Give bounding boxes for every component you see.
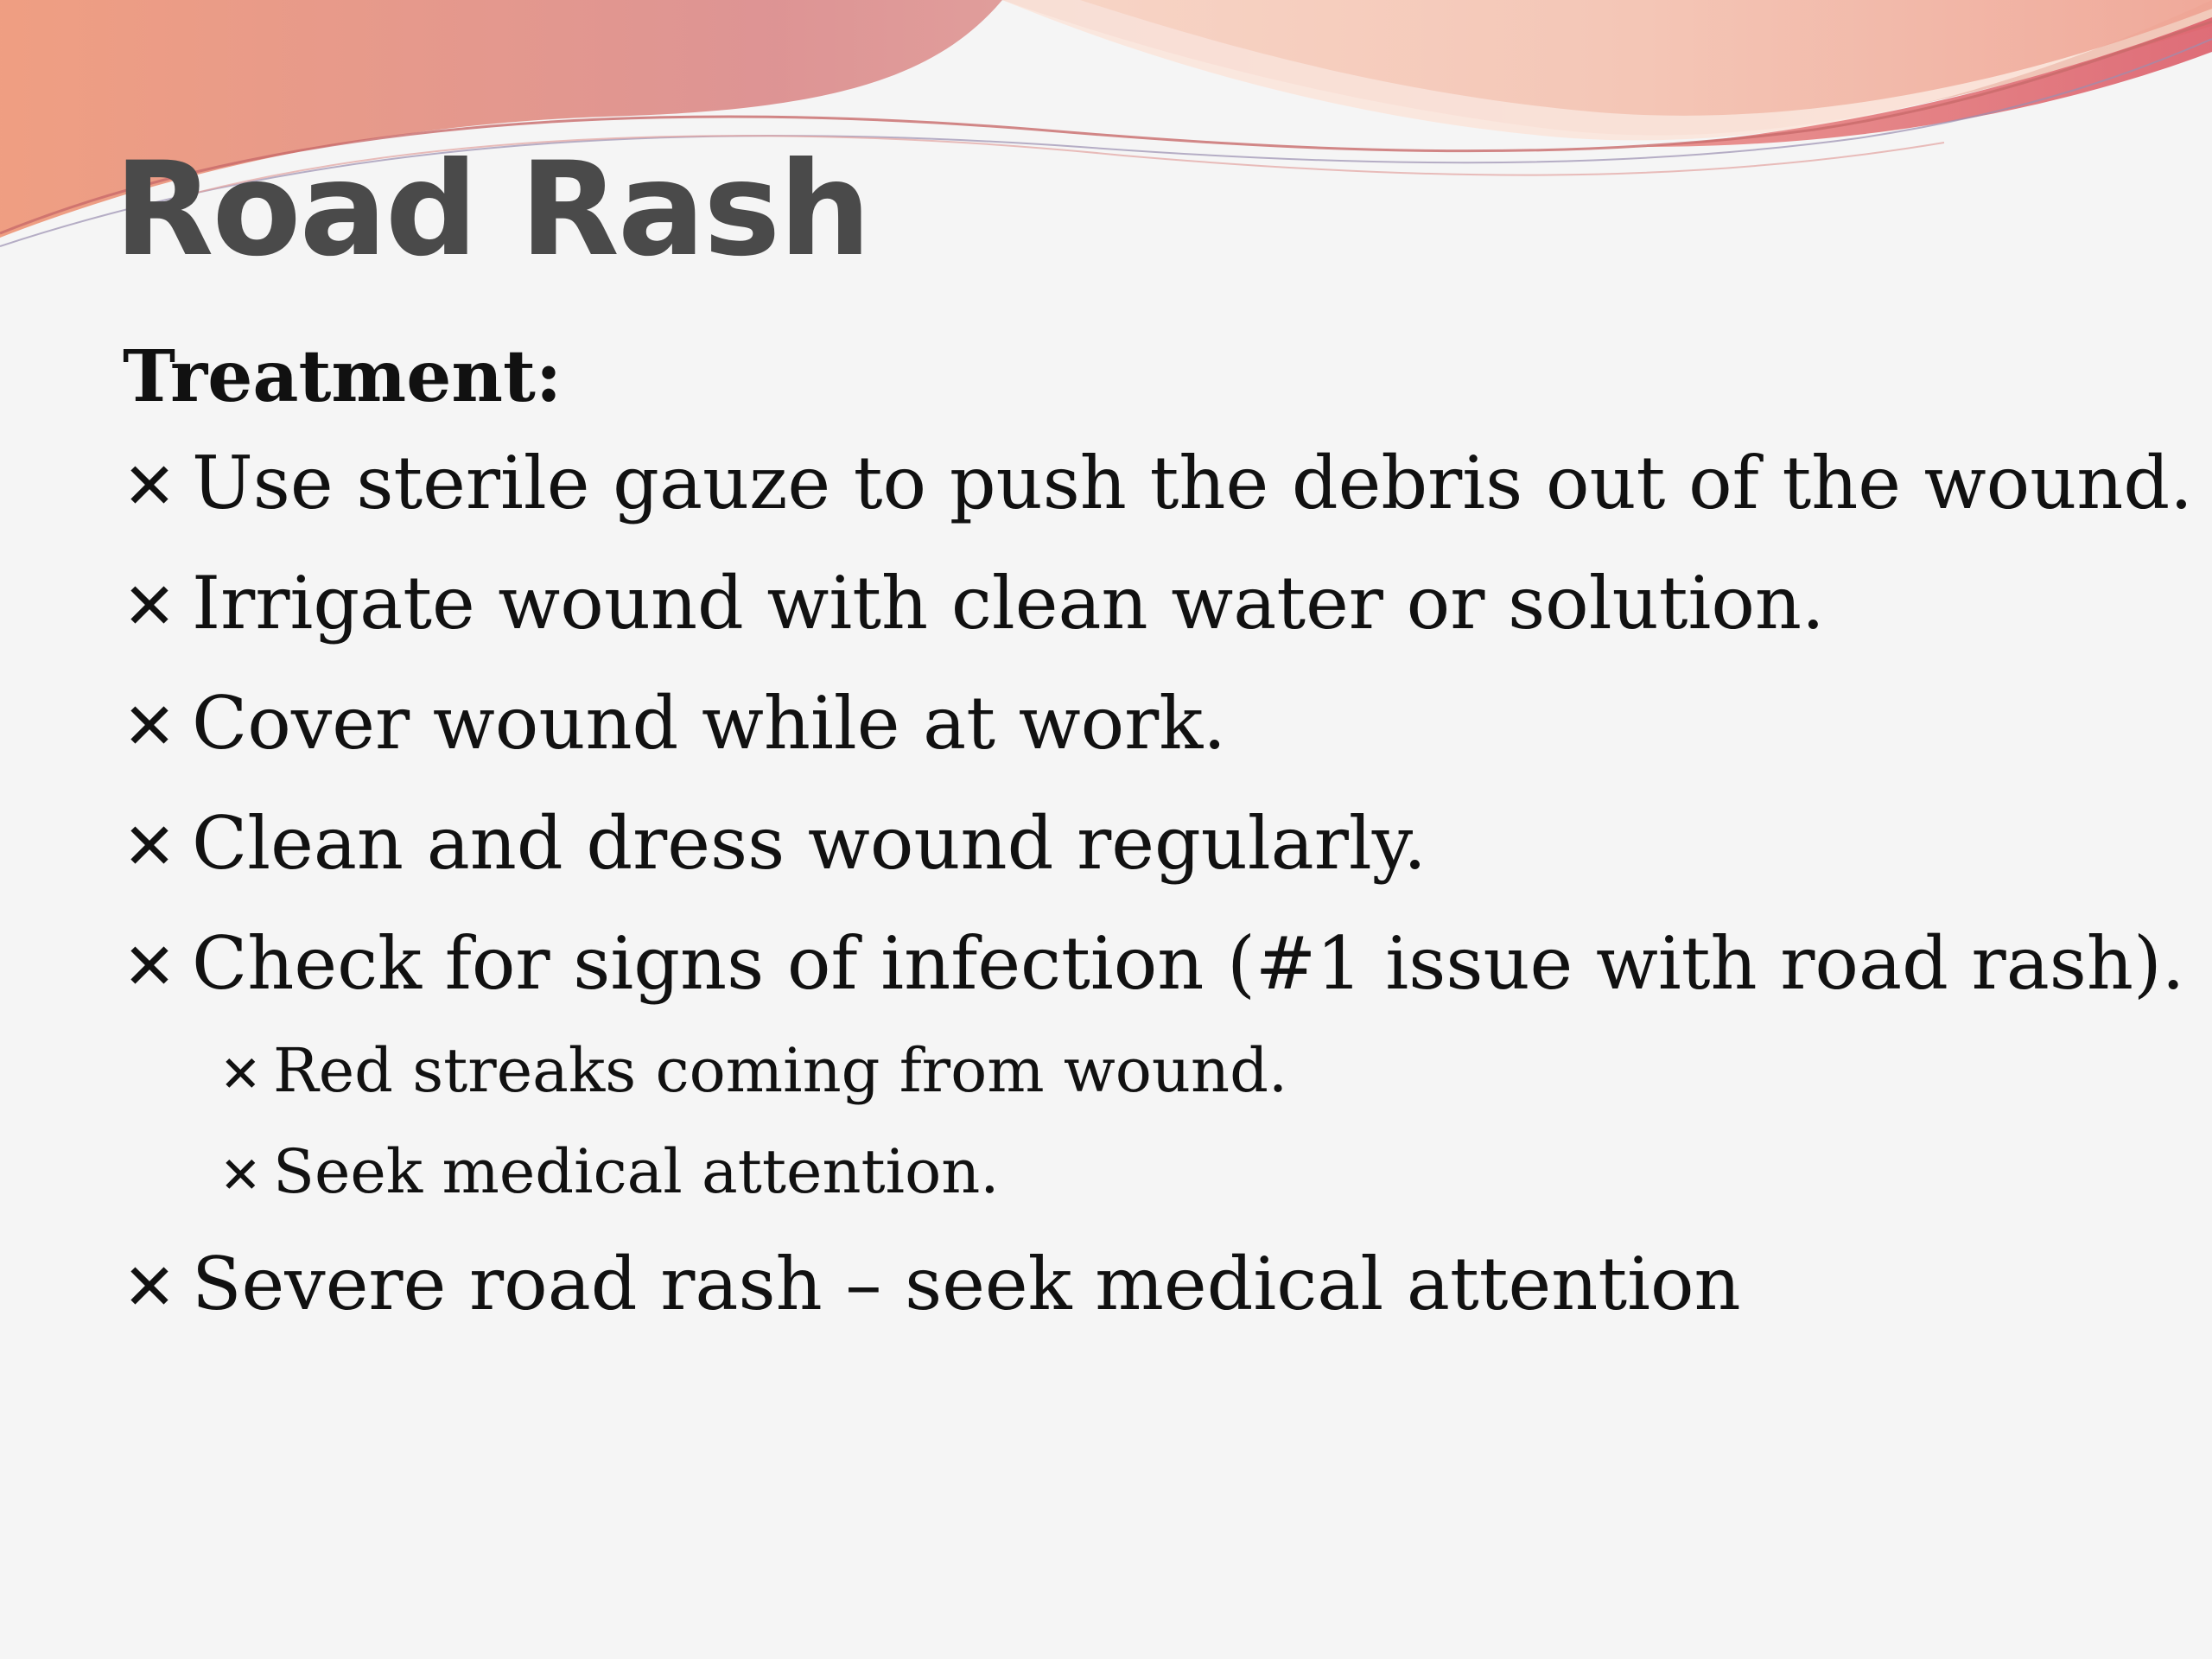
list-item — [123, 1242, 2188, 1368]
list-item-text: Use sterile gauze to push the debris out of the wound. — [192, 441, 2193, 525]
sub-list-item — [123, 1136, 2188, 1243]
list-item-text: Irrigate wound with clean water or solution. — [192, 561, 1825, 645]
list-item-text: Clean and dress wound regularly. — [192, 801, 1427, 886]
slide-title: Road Rash — [114, 135, 870, 285]
list-item-text: Check for signs of infection (#1 issue with road rash). — [192, 921, 2185, 1006]
x-bullet-icon: ✕ — [123, 569, 177, 644]
sub-list-item-text: Red streaks coming from wound. — [273, 1035, 1288, 1106]
sub-list-item-text: Seek medical attention. — [273, 1136, 1000, 1207]
list-item — [123, 681, 2188, 807]
x-bullet-icon: ✕ — [219, 1045, 262, 1103]
list-item-text: Cover wound while at work. — [192, 681, 1226, 766]
section-heading: Treatment: — [123, 335, 563, 418]
list-item — [123, 801, 2188, 927]
x-bullet-icon: ✕ — [123, 449, 177, 524]
sub-list-item — [123, 1035, 2188, 1141]
x-bullet-icon: ✕ — [123, 930, 177, 1004]
x-bullet-icon: ✕ — [123, 690, 177, 764]
x-bullet-icon: ✕ — [123, 1250, 177, 1325]
x-bullet-icon: ✕ — [123, 810, 177, 884]
list-item — [123, 441, 2193, 567]
list-item — [123, 921, 2188, 1047]
list-item — [123, 561, 2188, 687]
slide-body — [123, 335, 2193, 1368]
list-item-text: Severe road rash – seek medical attention — [192, 1242, 1741, 1326]
x-bullet-icon: ✕ — [219, 1146, 262, 1205]
